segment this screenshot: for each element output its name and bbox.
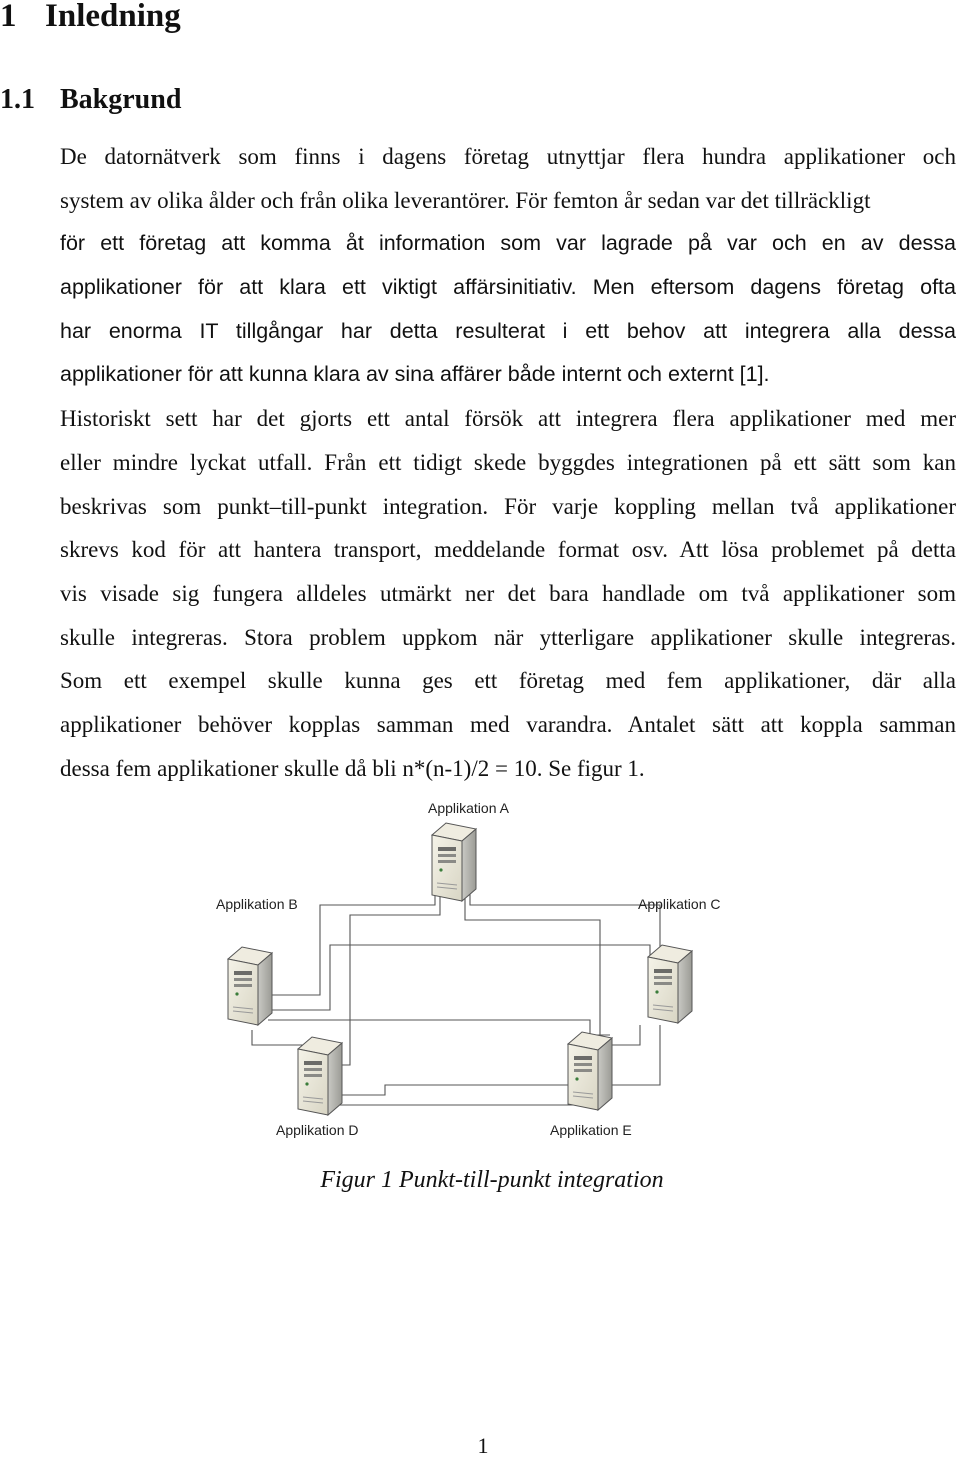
section-number: 1.1 xyxy=(0,84,35,115)
text-line: beskrivas som punkt–till-punkt integration. För varje koppling mellan två applikationer xyxy=(60,493,956,519)
server-icon xyxy=(568,1032,612,1110)
page-number: 1 xyxy=(477,1433,489,1458)
node-label-d: Applikation D xyxy=(276,1122,359,1138)
text-line: har enorma IT tillgångar har detta resulterat i ett behov att integrera alla dessa xyxy=(60,318,956,343)
server-icon xyxy=(432,823,476,901)
text-line: eller mindre lyckat utfall. Från ett tidigt skede byggdes integrationen på ett sätt som kan xyxy=(60,449,956,475)
section-title: Bakgrund xyxy=(60,84,182,115)
text-line: Historiskt sett har det gjorts ett antal försök att integrera flera applikationer med mer xyxy=(60,406,956,432)
link-a-d xyxy=(315,890,440,1065)
text-line: vis visade sig fungera alldeles utmärkt ner det bara handlade om två applikationer som xyxy=(60,580,956,606)
text-line: applikationer behöver kopplas samman med varandra. Antalet sätt att koppla samman xyxy=(60,711,956,737)
link-b-c xyxy=(268,945,650,1010)
text-line: skrevs kod för att hantera transport, meddelande format osv. Att lösa problemet på detta xyxy=(60,537,956,563)
server-icon xyxy=(648,945,692,1023)
point-to-point-diagram xyxy=(170,795,790,1155)
link-c-e xyxy=(610,1025,640,1045)
text-line: Som ett exempel skulle kunna ges ett företag med fem applikationer, där alla xyxy=(60,668,956,694)
chapter-number: 1 xyxy=(0,0,17,34)
server-icon xyxy=(228,947,272,1025)
text-line: applikationer för att kunna klara av sina affärer både internt och externt [1]. xyxy=(60,362,770,387)
node-label-c: Applikation C xyxy=(638,896,721,912)
figure-caption: Figur 1 Punkt-till-punkt integration xyxy=(320,1167,664,1193)
chapter-title: Inledning xyxy=(45,0,181,34)
text-line: dessa fem applikationer skulle då bli n*(n-1)/2 = 10. Se figur 1. xyxy=(60,755,645,781)
link-b-e xyxy=(268,1020,610,1035)
link-a-c xyxy=(470,890,660,970)
link-a-e xyxy=(465,890,610,1035)
text-line: för ett företag att komma åt information som var lagrade på var och en av dessa xyxy=(60,231,956,256)
body-paragraph-1 xyxy=(60,135,956,790)
node-label-a: Applikation A xyxy=(428,800,509,816)
node-label-b: Applikation B xyxy=(216,896,298,912)
chapter-heading xyxy=(0,0,181,38)
link-d-e xyxy=(332,1055,600,1105)
section-heading xyxy=(0,80,181,120)
text-line: skulle integreras. Stora problem uppkom när ytterligare applikationer skulle integreras. xyxy=(60,624,956,650)
text-line: applikationer för att klara ett viktigt affärsinitiativ. Men eftersom dagens företag ofta xyxy=(60,275,956,300)
text-line: De datornätverk som finns i dagens företag utnyttjar flera hundra applikationer och xyxy=(60,144,956,169)
text-line: system av olika ålder och från olika leverantörer. För femton år sedan var det tillräckligt xyxy=(60,187,871,213)
node-label-e: Applikation E xyxy=(550,1122,632,1138)
link-b-d xyxy=(252,1030,305,1060)
server-icon xyxy=(298,1037,342,1115)
